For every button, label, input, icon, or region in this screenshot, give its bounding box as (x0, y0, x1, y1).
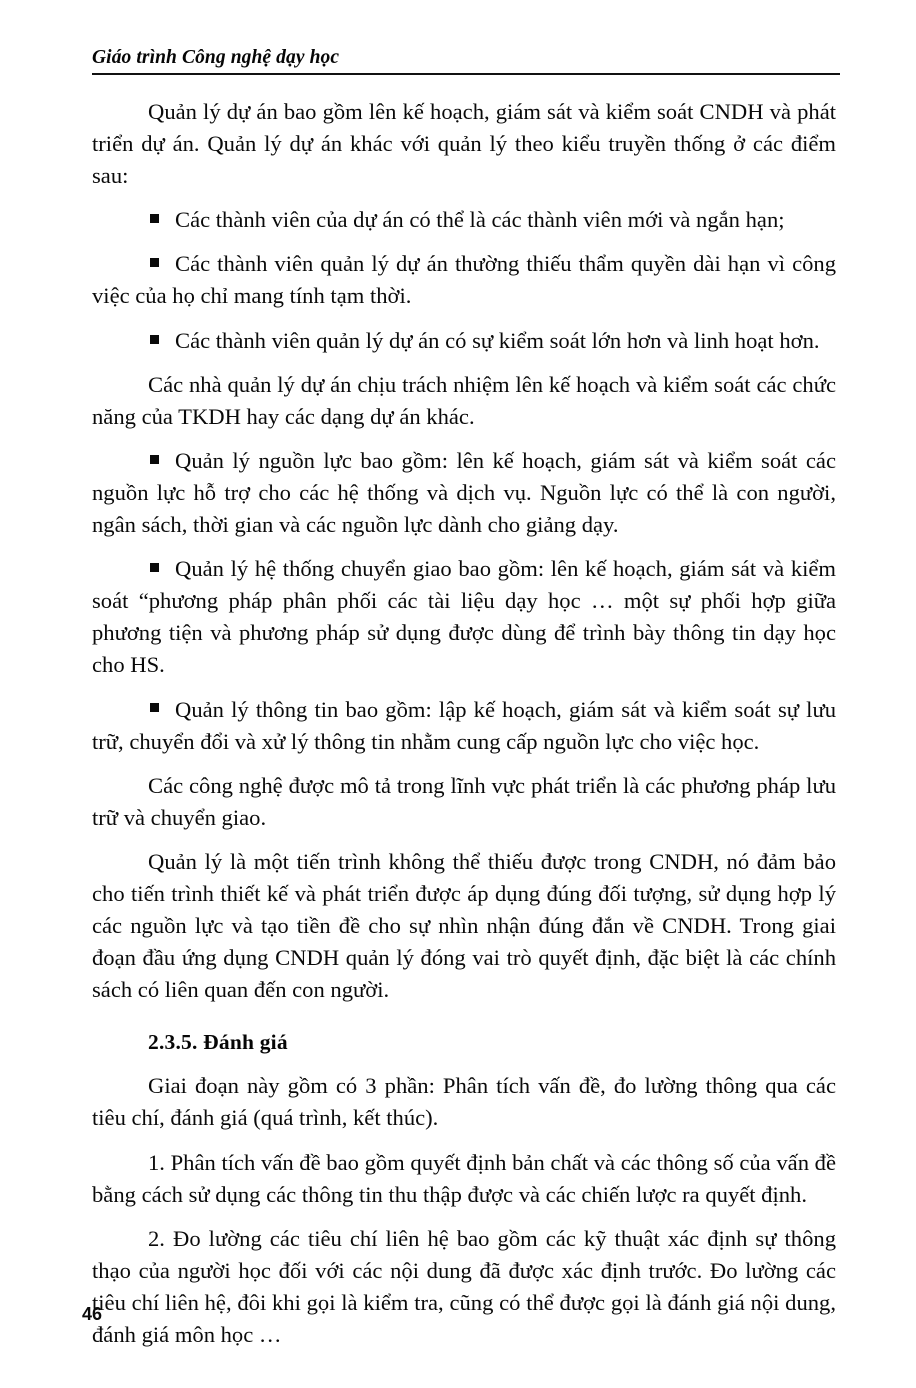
bullet-square-icon (150, 335, 159, 344)
list-item-text: Các thành viên quản lý dự án thường thiếu thẩm quyền dài hạn vì công việc của họ chỉ mang tính tạm thời. (92, 251, 836, 309)
list-item (92, 694, 836, 758)
bullet-square-icon (150, 258, 159, 267)
list-item-text: Quản lý nguồn lực bao gồm: lên kế hoạch, giám sát và kiểm soát các nguồn lực hỗ trợ cho các hệ thống và dịch vụ. Nguồn lực có thể là con người, ngân sách, thời gian và các nguồn lực dành cho giảng dạy. (92, 447, 836, 538)
list-item-text: Quản lý thông tin bao gồm: lập kế hoạch, giám sát và kiểm soát sự lưu trữ, chuyển đổi và xử lý thông tin nhằm cung cấp nguồn lực cho việc học. (92, 696, 836, 754)
list-item-text: Các thành viên quản lý dự án có sự kiểm soát lớn hơn và linh hoạt hơn. (175, 327, 820, 353)
page-number: 46 (82, 1304, 103, 1324)
paragraph: 1. Phân tích vấn đề bao gồm quyết định bản chất và các thông số của vấn đề bằng cách sử dụng các thông tin thu thập được và các chiến lược ra quyết định. (92, 1149, 836, 1207)
list-item-text: Quản lý hệ thống chuyển giao bao gồm: lên kế hoạch, giám sát và kiểm soát “phương pháp phân phối các tài liệu dạy học … một sự phối hợp giữa phương tiện và phương pháp sử dụng được dùng để trình bày thông tin dạy học cho HS. (92, 556, 836, 678)
paragraph: Quản lý là một tiến trình không thể thiếu được trong CNDH, nó đảm bảo cho tiến trình thiết kế và phát triển được áp dụng đúng đối tượng, sử dụng hợp lý các nguồn lực và tạo tiền đề cho sự nhìn nhận đúng đắn về CNDH. Trong giai đoạn đầu ứng dụng CNDH quản lý đóng vai trò quyết định, đặc biệt là các chính sách có liên quan đến con người. (92, 848, 836, 1003)
paragraph: Các nhà quản lý dự án chịu trách nhiệm lên kế hoạch và kiểm soát các chức năng của TKDH hay các dạng dự án khác. (92, 371, 836, 429)
paragraph: 2. Đo lường các tiêu chí liên hệ bao gồm các kỹ thuật xác định sự thông thạo của người học đối với các nội dung đã được xác định trước. Đo lường các tiêu chí liên hệ, đôi khi gọi là kiểm tra, cũng có thể được gọi là đánh giá nội dung, đánh giá môn học … (92, 1225, 836, 1347)
body-text-column (92, 96, 836, 1351)
list-item (92, 325, 836, 357)
running-head (92, 48, 840, 75)
bullet-square-icon (150, 703, 159, 712)
bullet-square-icon (150, 455, 159, 464)
bullet-square-icon (150, 563, 159, 572)
paragraph: Các công nghệ được mô tả trong lĩnh vực phát triển là các phương pháp lưu trữ và chuyển giao. (92, 772, 836, 830)
running-head-title: Giáo trình Công nghệ dạy học (92, 47, 340, 68)
section-heading: 2.3.5. Đánh giá (148, 1030, 288, 1055)
list-item (92, 553, 836, 681)
list-item-text: Các thành viên của dự án có thể là các thành viên mới và ngắn hạn; (175, 207, 785, 233)
list-item (92, 204, 836, 236)
paragraph: Giai đoạn này gồm có 3 phần: Phân tích vấn đề, đo lường thông qua các tiêu chí, đánh giá (quá trình, kết thúc). (92, 1073, 836, 1131)
bullet-square-icon (150, 214, 159, 223)
header-divider-rule (92, 73, 840, 75)
list-item (92, 445, 836, 541)
list-item (92, 248, 836, 312)
paragraph: Quản lý dự án bao gồm lên kế hoạch, giám sát và kiểm soát CNDH và phát triển dự án. Quản lý dự án khác với quản lý theo kiểu truyền thống ở các điểm sau: (92, 99, 836, 189)
